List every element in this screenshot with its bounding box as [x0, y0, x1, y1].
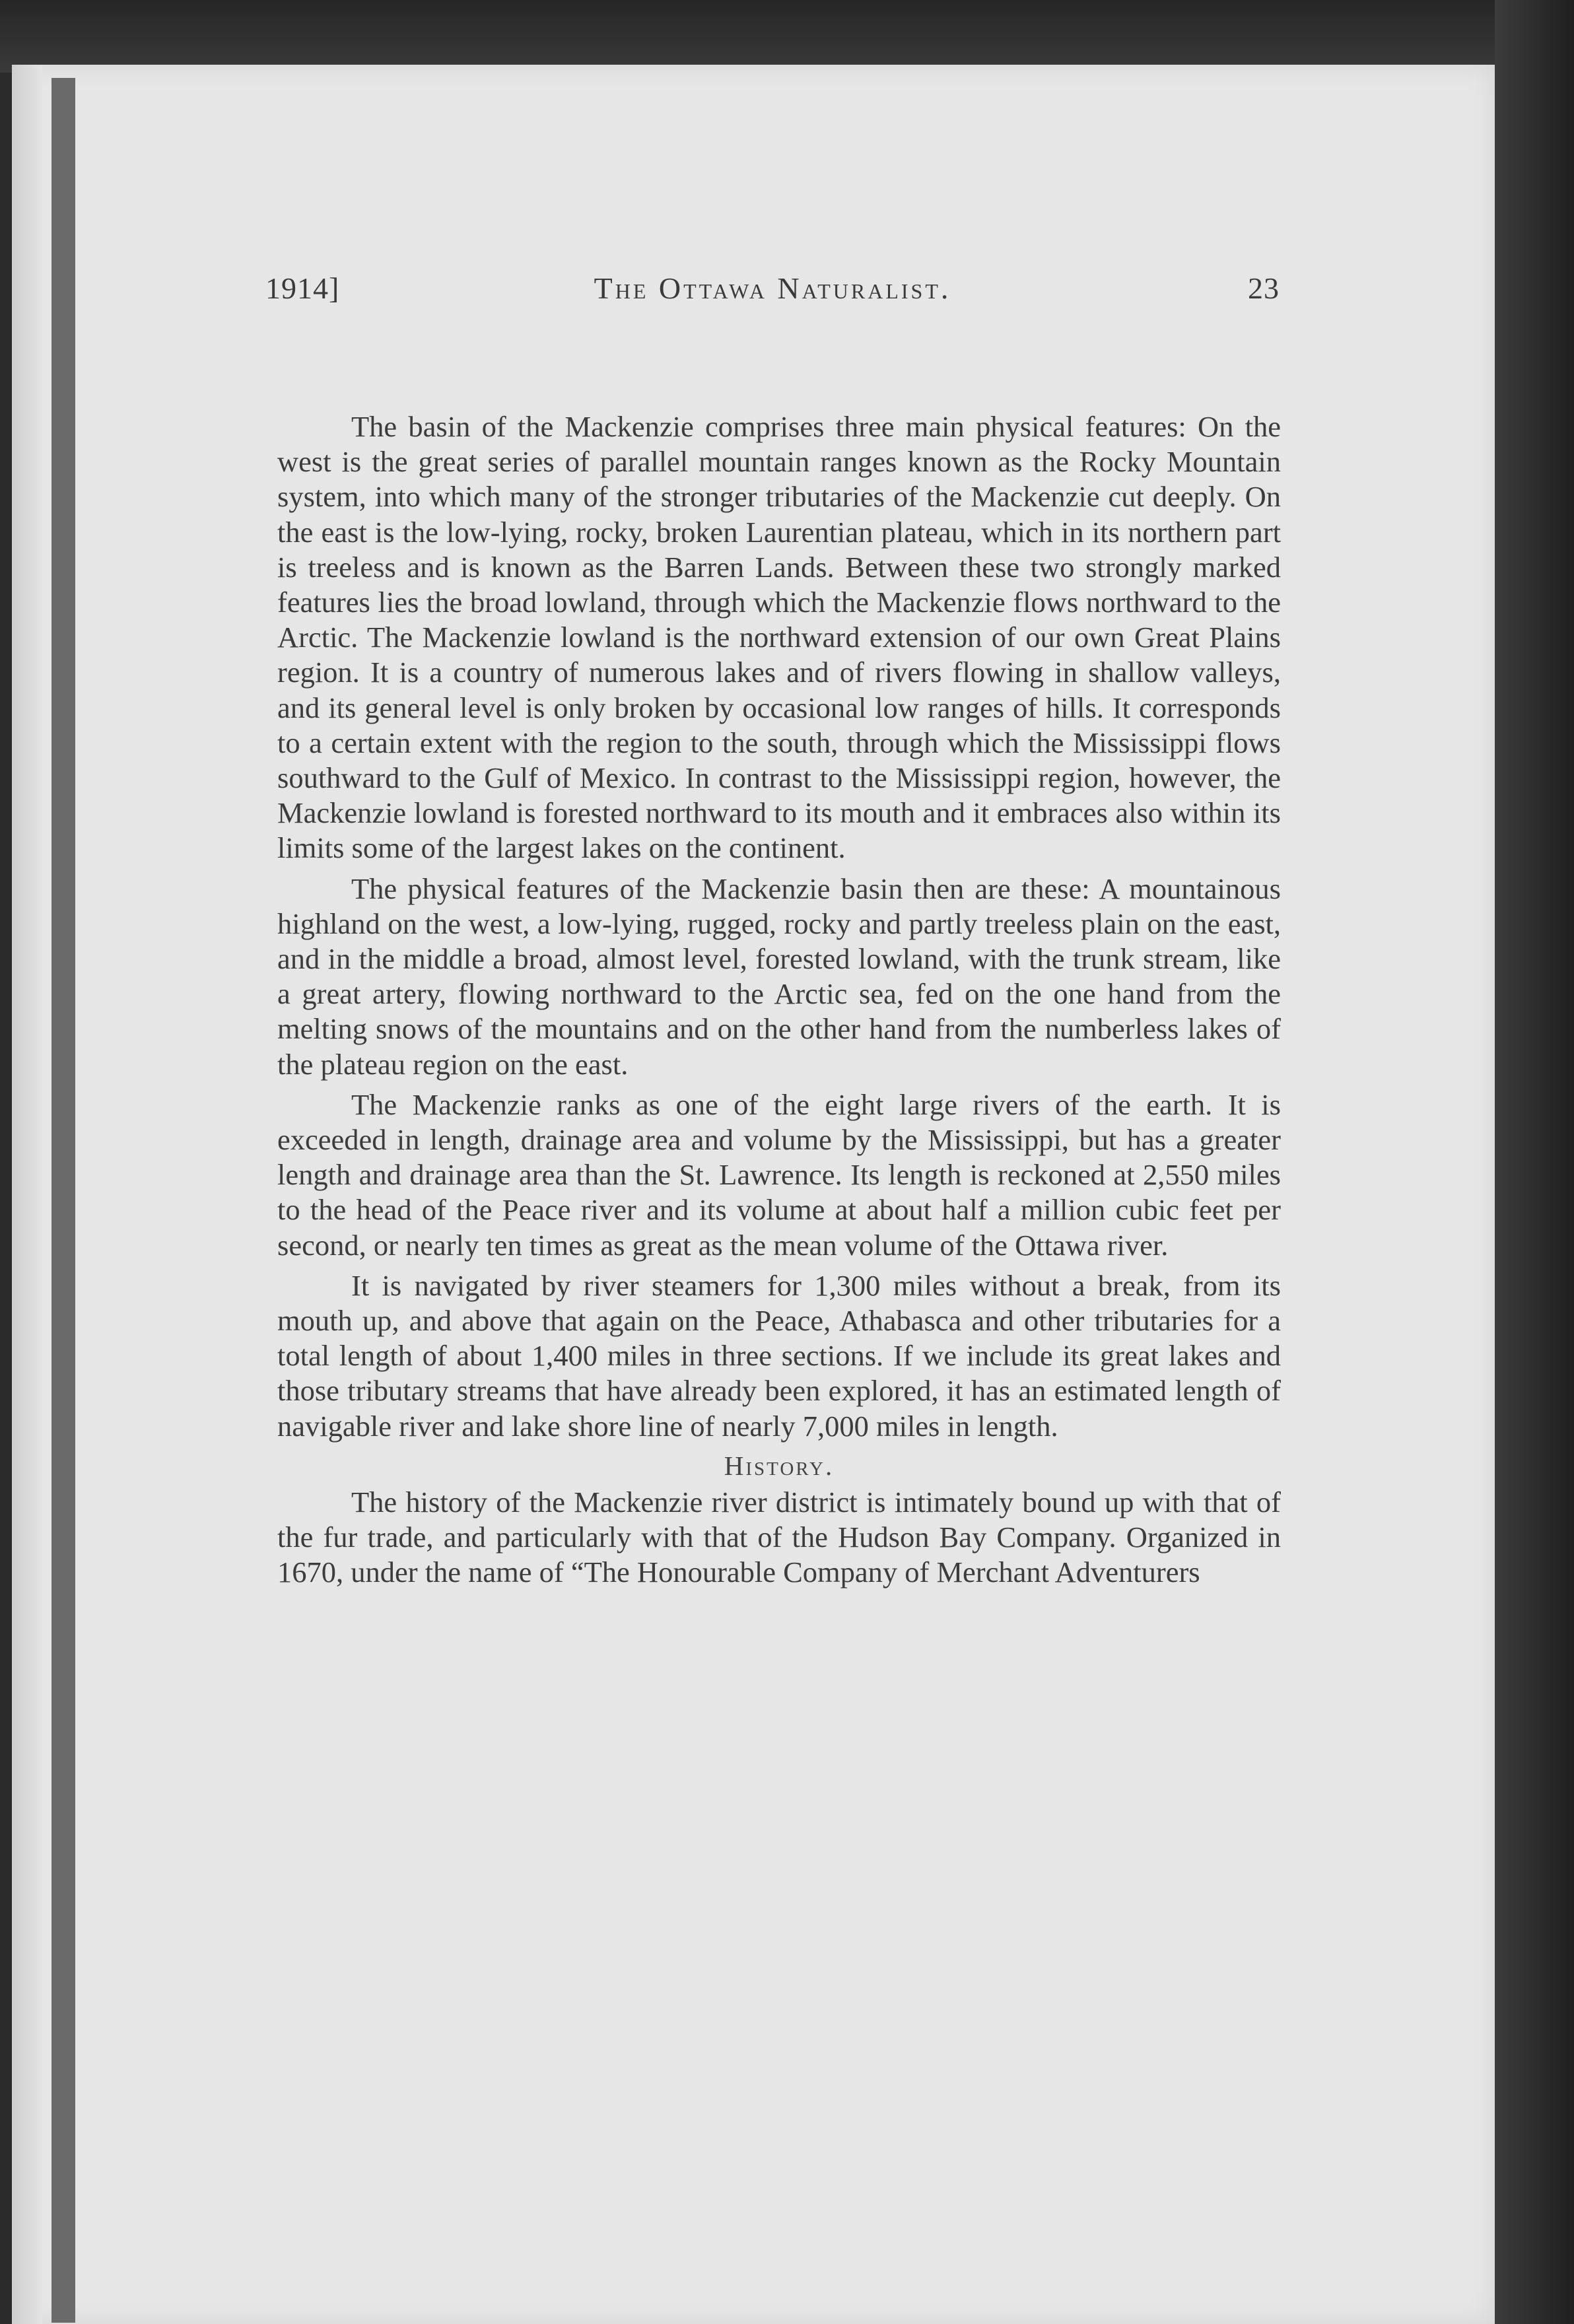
page-number: 23 — [1248, 271, 1280, 305]
section-heading-history: History. — [724, 1450, 835, 1481]
binding-edge — [51, 78, 75, 2323]
scan-background-right — [1495, 0, 1574, 2324]
article-body — [277, 409, 1281, 1596]
binding-shadow — [12, 65, 42, 2324]
paragraph-navigation: It is navigated by river steamers for 1,300 miles without a break, from its mouth up, and above that again on the Peace, Athabasca and other tributaries for a total length of about 1,400 miles in three sections. If we include its great lakes and those tributary streams that have already been explored, it has an estimated length of navigable river and lake shore line of nearly 7,000 miles in length. — [277, 1268, 1281, 1443]
paragraph-river-rank: The Mackenzie ranks as one of the eight large rivers of the earth. It is exceeded in length, drainage area and volume by the Mississippi, but has a greater length and drainage area than the St. Lawrence. Its length is reckoned at 2,550 miles to the head of the Peace river and its volume at about half a million cubic feet per second, or nearly ten times as great as the mean volume of the Ottawa river. — [277, 1087, 1281, 1262]
running-header — [265, 271, 1280, 316]
paragraph-history: The history of the Mackenzie river district is intimately bound up with that of the fur trade, and particularly with that of the Hudson Bay Company. Organized in 1670, under the name of “The Honourable Company of Merchant Adventurers — [277, 1485, 1281, 1589]
scan-background-top — [0, 0, 1574, 73]
paragraph-physical-features: The basin of the Mackenzie comprises three main physical features: On the west is the great series of parallel mountain ranges known as the Rocky Mountain system, into which many of the stronger tributaries of the Mackenzie cut deeply. On the east is the low-lying, rocky, broken Laurentian plateau, which in its northern part is treeless and is known as the Barren Lands. Between these two strongly marked features lies the broad lowland, through which the Mackenzie flows northward to the Arctic. The Mackenzie lowland is the northward extension of our own Great Plains region. It is a country of numerous lakes and of rivers flowing in shallow valleys, and its general level is only broken by occasional low ranges of hills. It corresponds to a certain extent with the region to the south, through which the Mississippi flows southward to the Gulf of Mexico. In contrast to the Mississippi region, however, the Mackenzie lowland is forested northward to its mouth and it embraces also within its limits some of the largest lakes on the continent. — [277, 410, 1281, 865]
journal-title: The Ottawa Naturalist. — [594, 271, 951, 305]
paragraph-basin-summary: The physical features of the Mackenzie basin then are these: A mountainous highland on the west, a low-lying, rugged, rocky and partly treeless plain on the east, and in the middle a broad, almost level, forested lowland, with the trunk stream, like a great artery, flowing northward to the Arctic sea, fed on the one hand from the melting snows of the mountains and on the other hand from the numberless lakes of the plateau region on the east. — [277, 872, 1281, 1081]
header-year: 1914] — [265, 271, 340, 305]
